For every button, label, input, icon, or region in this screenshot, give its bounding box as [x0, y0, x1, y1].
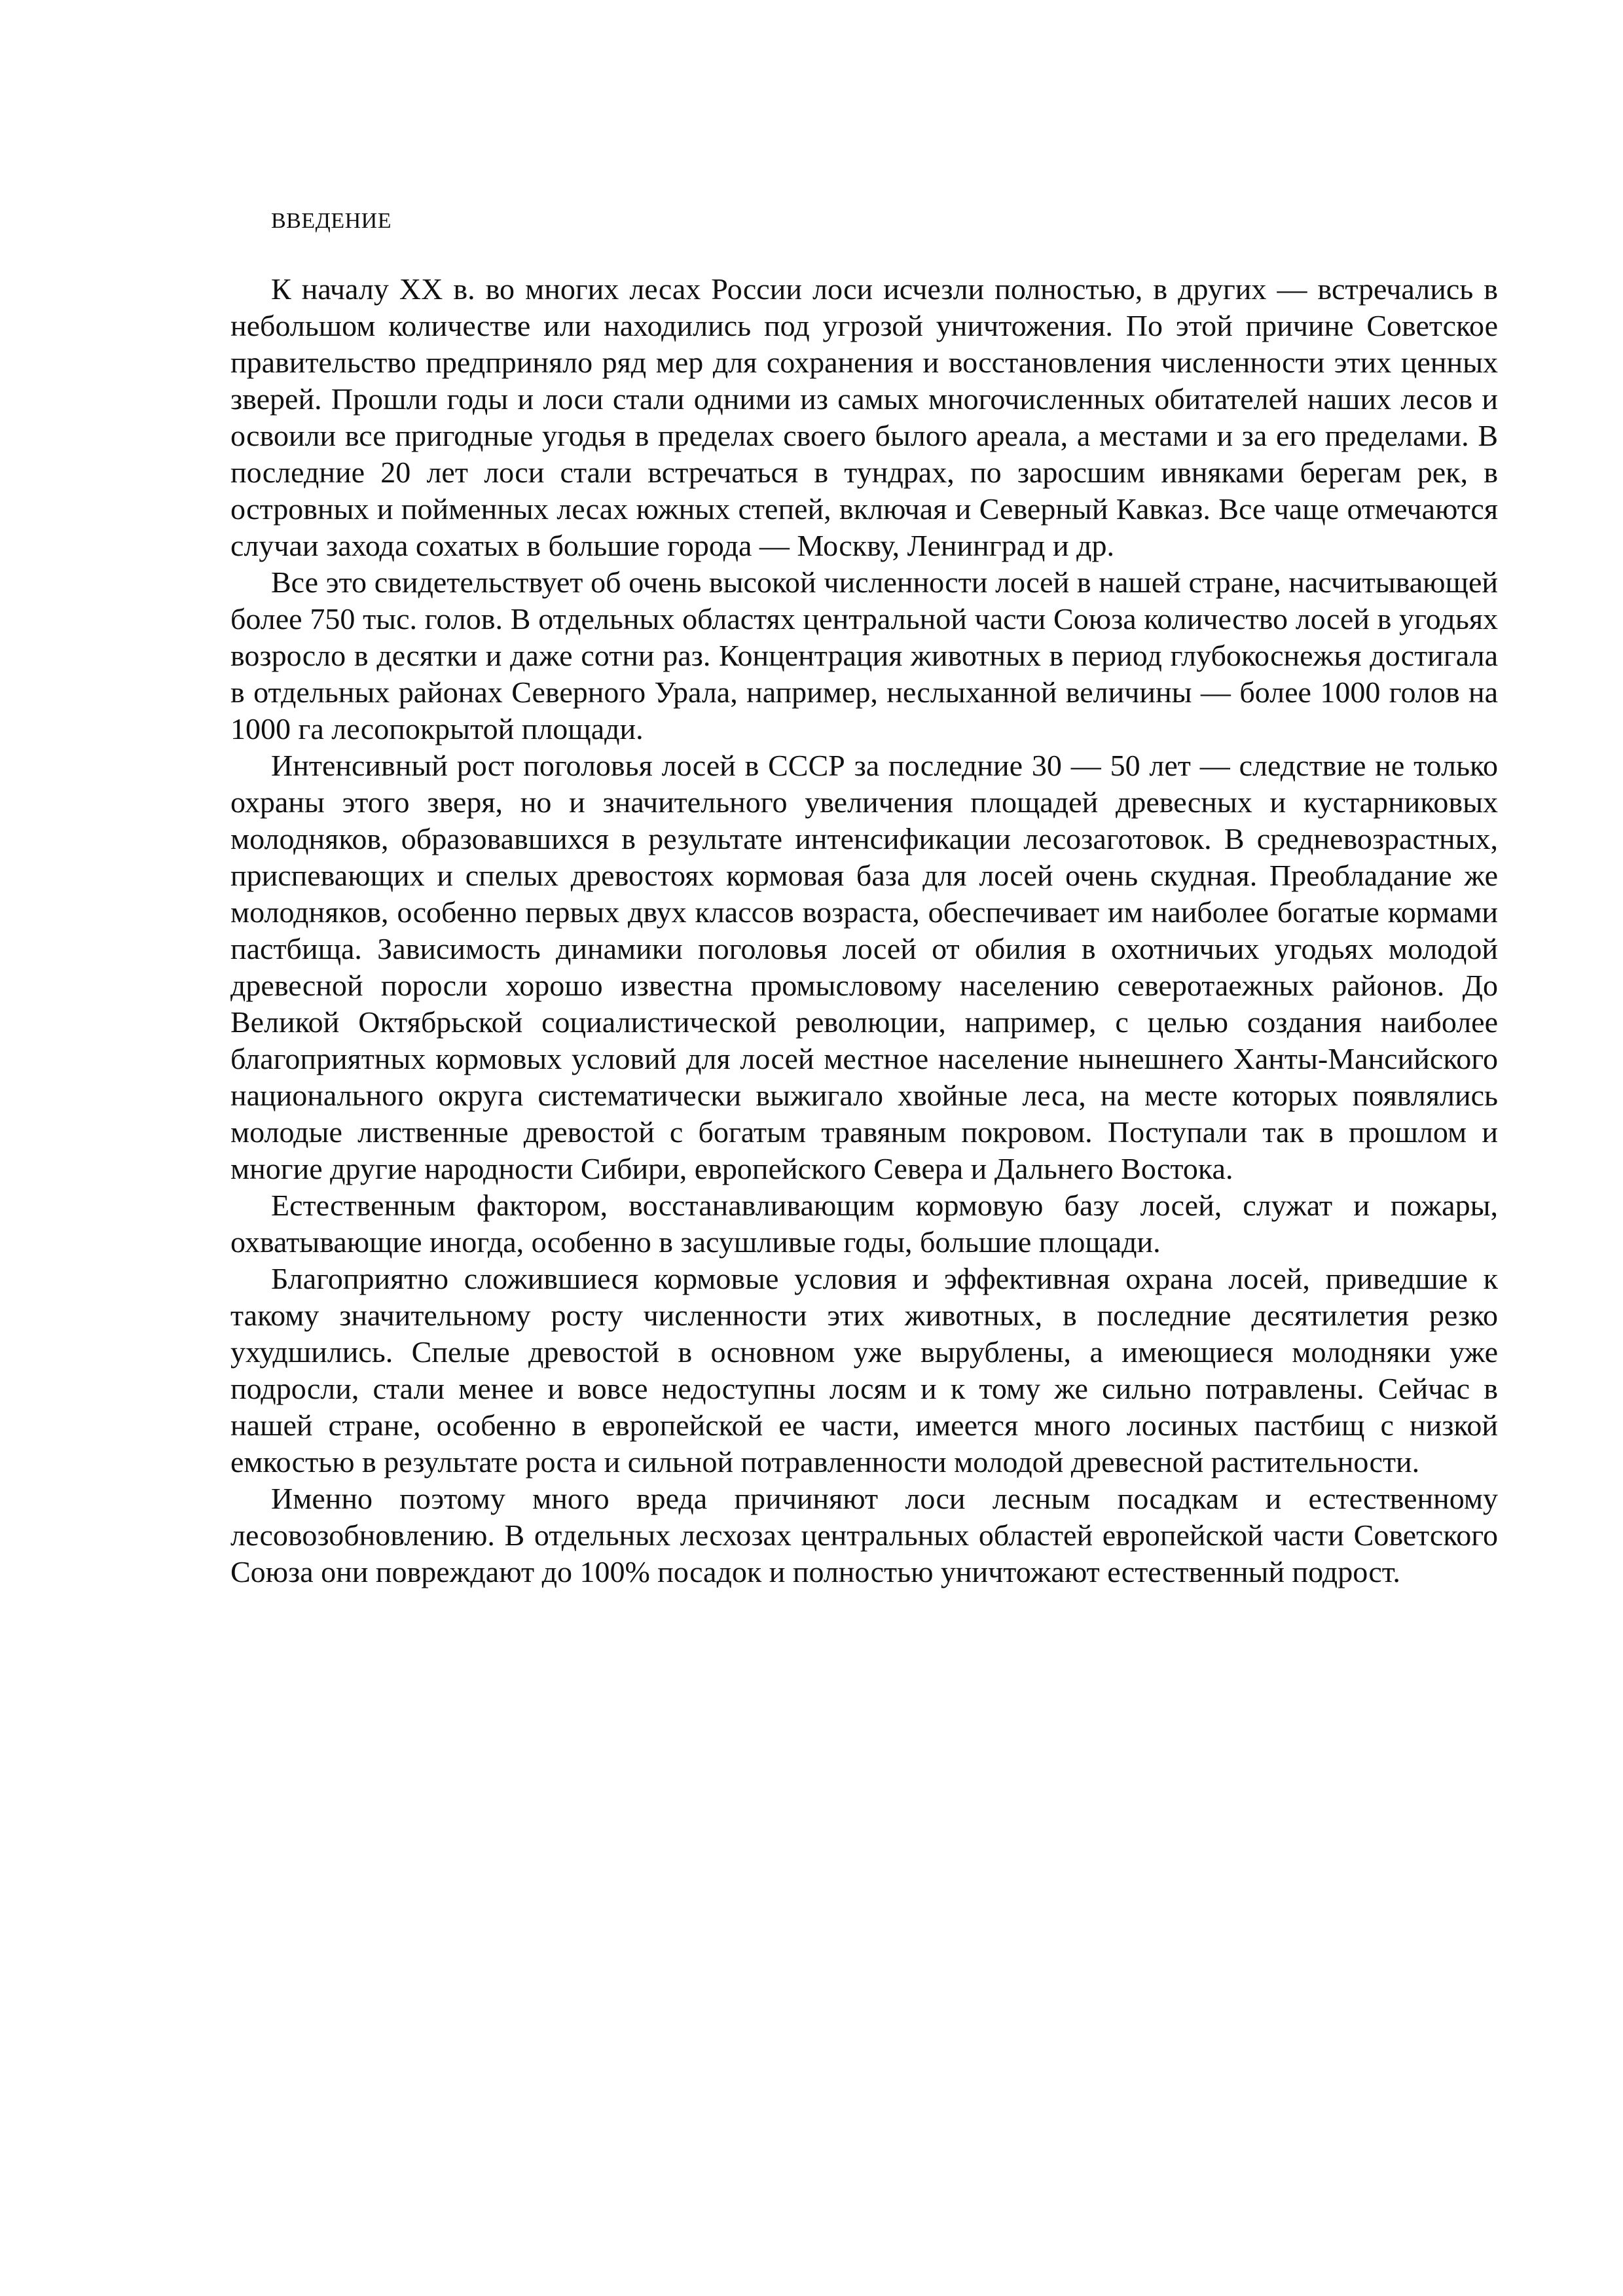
- paragraph-4: Естественным фактором, восстанавливающим кормовую базу лосей, служат и пожары, охватывающие иногда, особенно в засушливые годы, большие площади.: [230, 1189, 1498, 1259]
- document-page: [230, 0, 1498, 2296]
- paragraph-6: Именно поэтому много вреда причиняют лоси лесным посадкам и естественному лесовозобновлению. В отдельных лесхозах центральных областей европейской части Советского Союза они повреждают до 100% посадок и полностью уничтожают естественный подрост.: [230, 1482, 1498, 1588]
- section-heading: ВВЕДЕНИЕ: [271, 209, 392, 233]
- paragraph-1: К началу XX в. во многих лесах России лоси исчезли полностью, в других — встречались в небольшом количестве или находились под угрозой уничтожения. По этой причине Советское правительство предприняло ряд мер для сохранения и восстановления численности этих ценных зверей. Прошли годы и лоси стали одними из самых многочисленных обитателей наших лесов и освоили все пригодные угодья в пределах своего былого ареала, а местами и за его пределами. В последние 20 лет лоси стали встречаться в тундрах, по заросшим ивняками берегам рек, в островных и пойменных лесах южных степей, включая и Северный Кавказ. Все чаще отмечаются случаи захода сохатых в большие города — Москву, Ленинград и др.: [230, 272, 1498, 562]
- paragraph-5: Благоприятно сложившиеся кормовые условия и эффективная охрана лосей, приведшие к такому значительному росту численности этих животных, в последние десятилетия резко ухудшились. Спелые древостой в основном уже вырублены, а имеющиеся молодняки уже подросли, стали менее и вовсе недоступны лосям и к тому же сильно потравлены. Сейчас в нашей стране, особенно в европейской ее части, имеется много лосиных пастбищ с низкой емкостью в результате роста и сильной потравленности молодой древесной растительности.: [230, 1262, 1498, 1479]
- body-text: [230, 271, 1498, 1590]
- paragraph-2: Все это свидетельствует об очень высокой численности лосей в нашей стране, насчитывающей более 750 тыс. голов. В отдельных областях центральной части Союза количество лосей в угодьях возросло в десятки и даже сотни раз. Концентрация животных в период глубокоснежья достигала в отдельных районах Северного Урала, например, неслыханной величины — более 1000 голов на 1000 га лесопокрытой площади.: [230, 565, 1498, 745]
- paragraph-3: Интенсивный рост поголовья лосей в СССР за последние 30 — 50 лет — следствие не только охраны этого зверя, но и значительного увеличения площадей древесных и кустарниковых молодняков, образовавшихся в результате интенсификации лесозаготовок. В средневозрастных, приспевающих и спелых древостоях кормовая база для лосей очень скудная. Преобладание же молодняков, особенно первых двух классов возраста, обеспечивает им наиболее богатые кормами пастбища. Зависимость динамики поголовья лосей от обилия в охотничьих угодьях молодой древесной поросли хорошо известна промысловому населению северотаежных районов. До Великой Октябрьской социалистической революции, например, с целью создания наиболее благоприятных кормовых условий для лосей местное население нынешнего Ханты-Мансийского национального округа систематически выжигало хвойные леса, на месте которых появлялись молодые лиственные древостой с богатым травяным покровом. Поступали так в прошлом и многие другие народности Сибири, европейского Севера и Дальнего Востока.: [230, 749, 1498, 1185]
